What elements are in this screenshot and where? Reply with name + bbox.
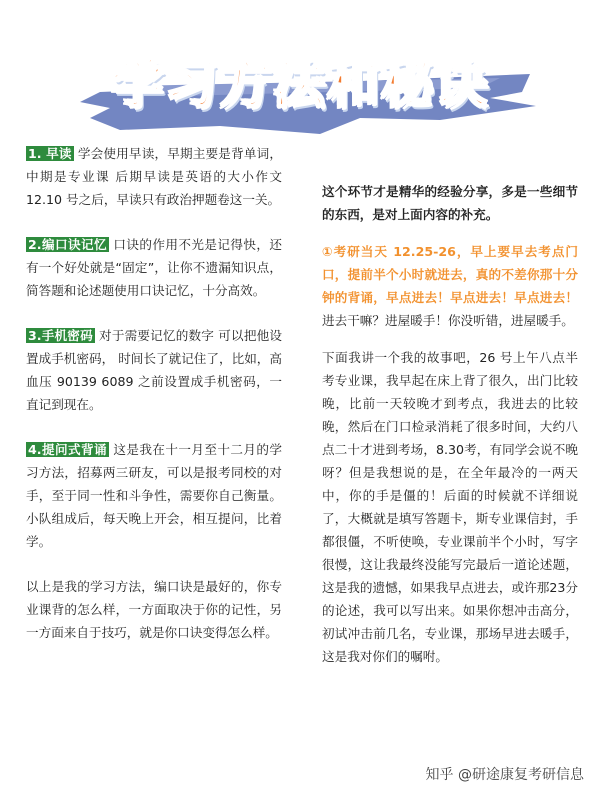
section-tag: 4.提问式背诵 <box>28 442 107 457</box>
tip-paragraph <box>322 240 578 332</box>
summary-paragraph: 以上是我的学习方法，编口诀是最好的，你专业课背的怎么样，一方面取决于你的记性，另一方面来自于技巧，就是你口诀变得怎么样。 <box>26 579 282 640</box>
section-phone-password <box>26 324 282 416</box>
story-paragraph: 下面我讲一个我的故事吧，26 号上午八点半考专业课，我早起在床上背了很久，出门比较晚，比前一天较晚才到考点，我进去的比较晚，然后在门口检录消耗了很多时间，大约八点二十才进到考场，8.30考，有同学会说不晚呀？但是我想说的是，在全年最冷的一两天中，你的手是僵的！后面的时候就不详细说了，大概就是填写答题卡，斯专业课信封，手都很僵，不听使唤，专业课前半个小时，写字很慢，这让我最终没能写完最后一道论述题，这是我的遗憾，如果我早点进去，或许那23分的论述，我可以写出来。如果你想冲击高分，初试冲击前几名，专业课，那场早进去暖手，这是我对你们的嘱咐。 <box>322 350 578 664</box>
section-tag: 1. 早读 <box>28 146 72 161</box>
section-text: 口诀的作用不光是记得快，还有一个好处就是“固定”，让你不遗漏知识点，简答题和论述题使用口诀记忆，十分高效。 <box>26 237 282 298</box>
section-text: 学会使用早读，早期主要是背单词，中期是专业课 后期早读是英语的大小作文 12.10 号之后，早读只有政治押题卷这一关。 <box>26 146 282 207</box>
section-mnemonic <box>26 233 282 302</box>
section-early-reading <box>26 142 282 211</box>
section-text: 对于需要记忆的数字 可以把他设置成手机密码， 时间长了就记住了，比如，高血压 90139 6089 之前设置成手机密码，一直记到现在。 <box>26 328 282 412</box>
left-column <box>26 142 282 666</box>
intro-paragraph: 这个环节才是精华的经验分享，多是一些细节的东西，是对上面内容的补充。 <box>322 184 578 222</box>
tip-rest: 进去干嘛？进屋暖手！你没听错，进屋暖手。 <box>322 313 574 328</box>
section-text: 这是我在十一月至十二月的学习方法，招募两三研友，可以是报考同校的对手，至于同一性和斗争性，需要你自己衡量。小队组成后，每天晚上开会，相互提问，比着学。 <box>26 442 282 549</box>
section-tag: 2.编口诀记忆 <box>28 237 107 252</box>
title-banner <box>60 22 540 140</box>
right-column <box>322 180 578 668</box>
section-tag: 3.手机密码 <box>28 328 93 343</box>
footer-watermark: 知乎 @研途康复考研信息 <box>425 767 584 783</box>
tip-highlight: ①考研当天 12.25-26，早上要早去考点门口，提前半个小时就进去，真的不差你那十分钟的背诵，早点进去！早点进去！早点进去！ <box>322 244 578 305</box>
section-question-recite <box>26 438 282 553</box>
page-title: 学习方法和秘诀 <box>110 55 489 115</box>
